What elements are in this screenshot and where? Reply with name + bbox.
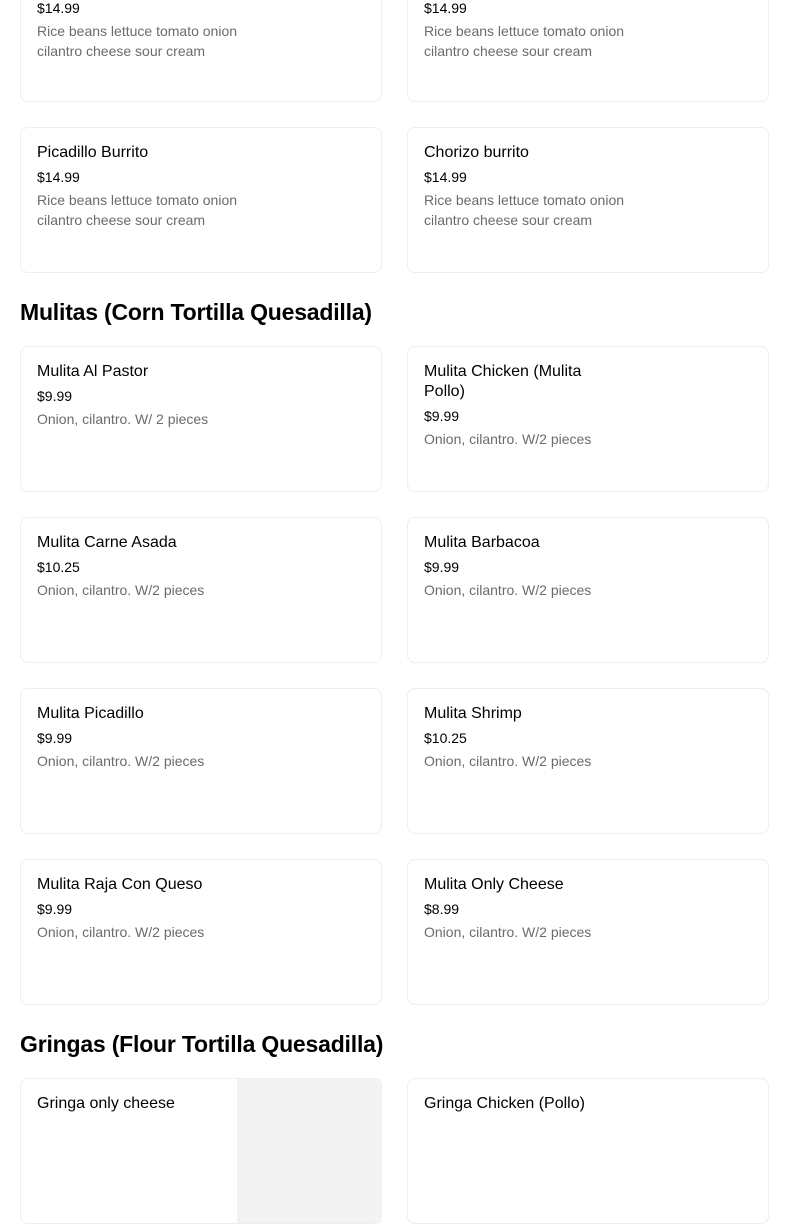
menu-item-details (37, 143, 237, 230)
menu-item-card[interactable] (20, 1078, 382, 1224)
item-description: Onion, cilantro. W/2 pieces (424, 753, 592, 769)
menu-item-details (37, 533, 237, 600)
item-description: Onion, cilantro. W/2 pieces (37, 924, 205, 940)
item-price: $14.99 (37, 169, 80, 185)
item-name: Picadillo Burrito (37, 144, 149, 161)
item-name: Chorizo burrito (424, 144, 529, 161)
item-name: Gringa Chicken (Pollo) (424, 1095, 585, 1112)
item-name: Mulita Barbacoa (424, 534, 540, 551)
menu-item-card[interactable] (20, 517, 382, 663)
menu-item-card[interactable] (20, 346, 382, 492)
item-price: $14.99 (424, 0, 467, 16)
item-price: $9.99 (37, 388, 73, 404)
item-name: Mulita Shrimp (424, 705, 522, 722)
item-price: $9.99 (37, 730, 73, 746)
item-price: $8.99 (424, 901, 460, 917)
menu-item-card[interactable] (407, 127, 769, 273)
item-image (237, 1079, 381, 1223)
menu-item-card[interactable] (407, 1078, 769, 1224)
menu-item-details (424, 875, 624, 942)
menu-item-card[interactable] (407, 859, 769, 1005)
menu-item-card[interactable] (407, 517, 769, 663)
menu-item-details (424, 533, 624, 600)
item-price: $9.99 (424, 559, 460, 575)
item-description: Onion, cilantro. W/2 pieces (424, 924, 592, 940)
menu-item-details (424, 0, 624, 61)
item-price: $14.99 (424, 169, 467, 185)
item-name: Mulita Carne Asada (37, 534, 177, 551)
menu-item-details (37, 0, 237, 61)
item-description: Rice beans lettuce tomato onion cilantro cheese sour cream (424, 192, 625, 228)
item-name: Mulita Only Cheese (424, 876, 564, 893)
menu-item-details (37, 1094, 237, 1114)
item-price: $10.25 (424, 730, 467, 746)
item-price: $10.25 (37, 559, 80, 575)
menu-item-card[interactable] (20, 859, 382, 1005)
item-name: Mulita Picadillo (37, 705, 144, 722)
item-description: Rice beans lettuce tomato onion cilantro cheese sour cream (37, 192, 238, 228)
menu-item-card[interactable] (20, 127, 382, 273)
menu-item-details (37, 704, 237, 771)
item-description: Onion, cilantro. W/2 pieces (424, 582, 592, 598)
item-description: Onion, cilantro. W/2 pieces (37, 753, 205, 769)
section-title-mulitas: Mulitas (Corn Tortilla Quesadilla) (20, 299, 372, 325)
menu-item-details (424, 362, 624, 449)
item-name: Mulita Al Pastor (37, 363, 149, 380)
item-description: Rice beans lettuce tomato onion cilantro cheese sour cream (424, 23, 625, 59)
menu-item-card[interactable] (407, 688, 769, 834)
menu-item-details (424, 1094, 624, 1114)
menu-item-details (37, 362, 237, 429)
menu-item-card[interactable] (20, 688, 382, 834)
item-price: $14.99 (37, 0, 80, 16)
item-price: $9.99 (424, 408, 460, 424)
item-description: Onion, cilantro. W/ 2 pieces (37, 411, 209, 427)
menu-item-details (424, 704, 624, 771)
menu-item-card[interactable] (407, 0, 769, 102)
item-name: Mulita Raja Con Queso (37, 876, 203, 893)
section-title-gringas: Gringas (Flour Tortilla Quesadilla) (20, 1031, 384, 1057)
item-name: Mulita Chicken (Mulita Pollo) (424, 363, 582, 400)
menu-item-details (424, 143, 624, 230)
menu-item-details (37, 875, 237, 942)
item-description: Onion, cilantro. W/2 pieces (37, 582, 205, 598)
item-description: Rice beans lettuce tomato onion cilantro cheese sour cream (37, 23, 238, 59)
menu-item-card[interactable] (407, 346, 769, 492)
menu-item-card[interactable] (20, 0, 382, 102)
item-description: Onion, cilantro. W/2 pieces (424, 431, 592, 447)
item-name: Gringa only cheese (37, 1095, 175, 1112)
item-price: $9.99 (37, 901, 73, 917)
